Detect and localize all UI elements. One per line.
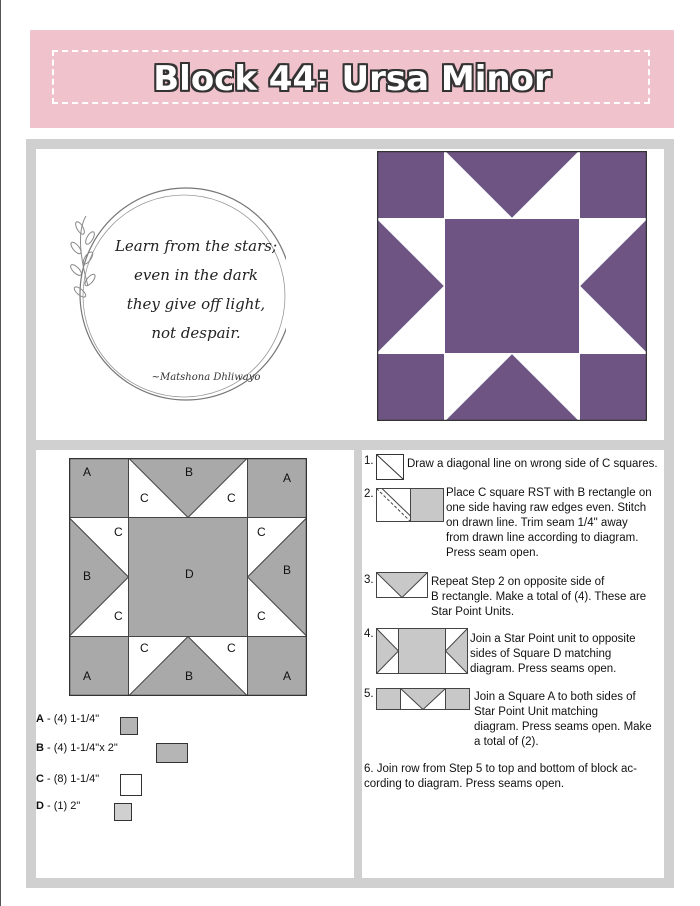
step-line: from drawn line according to diagram. (446, 532, 639, 544)
step-4-text (470, 632, 666, 677)
requirement-letter: A (36, 713, 44, 725)
step-line: 6. Join row from Step 5 to top and bottom of block ac- (364, 763, 637, 775)
swatch-a (120, 717, 138, 735)
label-b: B (283, 563, 292, 577)
label-b: B (185, 669, 194, 683)
step-line: diagram. Press seams open. Make (474, 721, 652, 733)
label-c: C (257, 609, 266, 623)
label-c: C (227, 641, 236, 655)
quote-line: they give off light, (126, 295, 266, 313)
swatch-c (120, 774, 142, 796)
label-a: A (83, 669, 92, 683)
block-diagram (69, 458, 307, 696)
step-line: Star Point Units. (431, 606, 515, 618)
step-line: B rectangle. Make a total of (4). These are (431, 591, 647, 603)
step-1-number: 1. (364, 455, 374, 467)
corner-square-a (377, 151, 445, 219)
step-line: Press seam open. (446, 547, 539, 559)
label-d: D (185, 567, 194, 581)
label-a: A (283, 669, 292, 683)
requirement-size: - (4) 1-1/4" (43, 713, 100, 725)
step-line: on drawn line. Trim seam 1/4" away (446, 517, 628, 529)
step-4-row-icon (376, 628, 468, 674)
step-line: a total of (2). (474, 736, 539, 748)
center-square-d (445, 219, 580, 354)
step-2-square-rectangle-icon (376, 488, 444, 522)
corner-square-a (580, 151, 648, 219)
quote-text (96, 232, 296, 348)
step-3-text (431, 575, 667, 620)
label-a: A (83, 465, 92, 479)
label-c: C (114, 609, 123, 623)
step-line: Place C square RST with B rectangle on (446, 487, 652, 499)
page-title: Block 44: Ursa Minor (153, 59, 551, 99)
quote-line: Learn from the stars; (114, 237, 278, 255)
corner-square-a (248, 637, 308, 697)
step-1-diagonal-square-icon (376, 454, 404, 480)
step-2-text (446, 486, 668, 561)
quote-line: even in the dark (133, 266, 259, 284)
requirement-letter: D (36, 800, 44, 812)
requirement-letter: C (36, 773, 44, 785)
label-c: C (140, 491, 149, 505)
step-line: Join a Square A to both sides of (474, 691, 636, 703)
step-3-star-point-unit-icon (376, 572, 428, 598)
step-1-text (407, 457, 667, 472)
swatch-b (156, 743, 188, 763)
corner-square-a (248, 458, 308, 518)
requirement-size: - (4) 1-1/4"x 2" (43, 742, 118, 754)
page-edge-line (0, 0, 1, 906)
step-5-text (474, 690, 668, 750)
corner-square-a (377, 354, 445, 422)
step-2-number: 2. (364, 488, 374, 500)
step-line: one side having raw edges even. Stitch (446, 502, 647, 514)
requirement-d (36, 800, 80, 812)
label-c: C (140, 641, 149, 655)
label-b: B (185, 465, 194, 479)
step-line: Draw a diagonal line on wrong side of C squares. (407, 458, 658, 470)
title-banner (30, 30, 674, 128)
requirement-letter: B (36, 742, 44, 754)
corner-square-a (580, 354, 648, 422)
step-6-text (364, 762, 666, 792)
label-b: B (83, 569, 92, 583)
step-line: Star Point Unit matching (474, 706, 599, 718)
step-4-number: 4. (364, 628, 374, 640)
label-c: C (114, 525, 123, 539)
requirement-size: - (1) 2" (43, 800, 81, 812)
step-line: sides of Square D matching (470, 648, 612, 660)
label-c: C (227, 491, 236, 505)
requirement-b (36, 742, 118, 754)
step-5-number: 5. (364, 688, 374, 700)
corner-square-a (69, 458, 129, 518)
step-3-number: 3. (364, 574, 374, 586)
finished-block-image (377, 151, 647, 421)
corner-square-a (69, 637, 129, 697)
requirement-a (36, 713, 99, 725)
quote-line: not despair. (151, 324, 241, 342)
step-line: diagram. Press seams open. (470, 663, 617, 675)
step-5-row-icon (376, 688, 470, 710)
swatch-d (114, 803, 132, 821)
requirement-size: - (8) 1-1/4" (43, 773, 100, 785)
quote-author: ~Matshona Dhliwayo (151, 372, 261, 383)
label-c: C (257, 525, 266, 539)
step-line: cording to diagram. Press seams open. (364, 778, 565, 790)
requirement-c (36, 773, 99, 785)
step-line: Repeat Step 2 on opposite side of (431, 576, 605, 588)
label-a: A (283, 471, 292, 485)
step-line: Join a Star Point unit to opposite (470, 633, 636, 645)
